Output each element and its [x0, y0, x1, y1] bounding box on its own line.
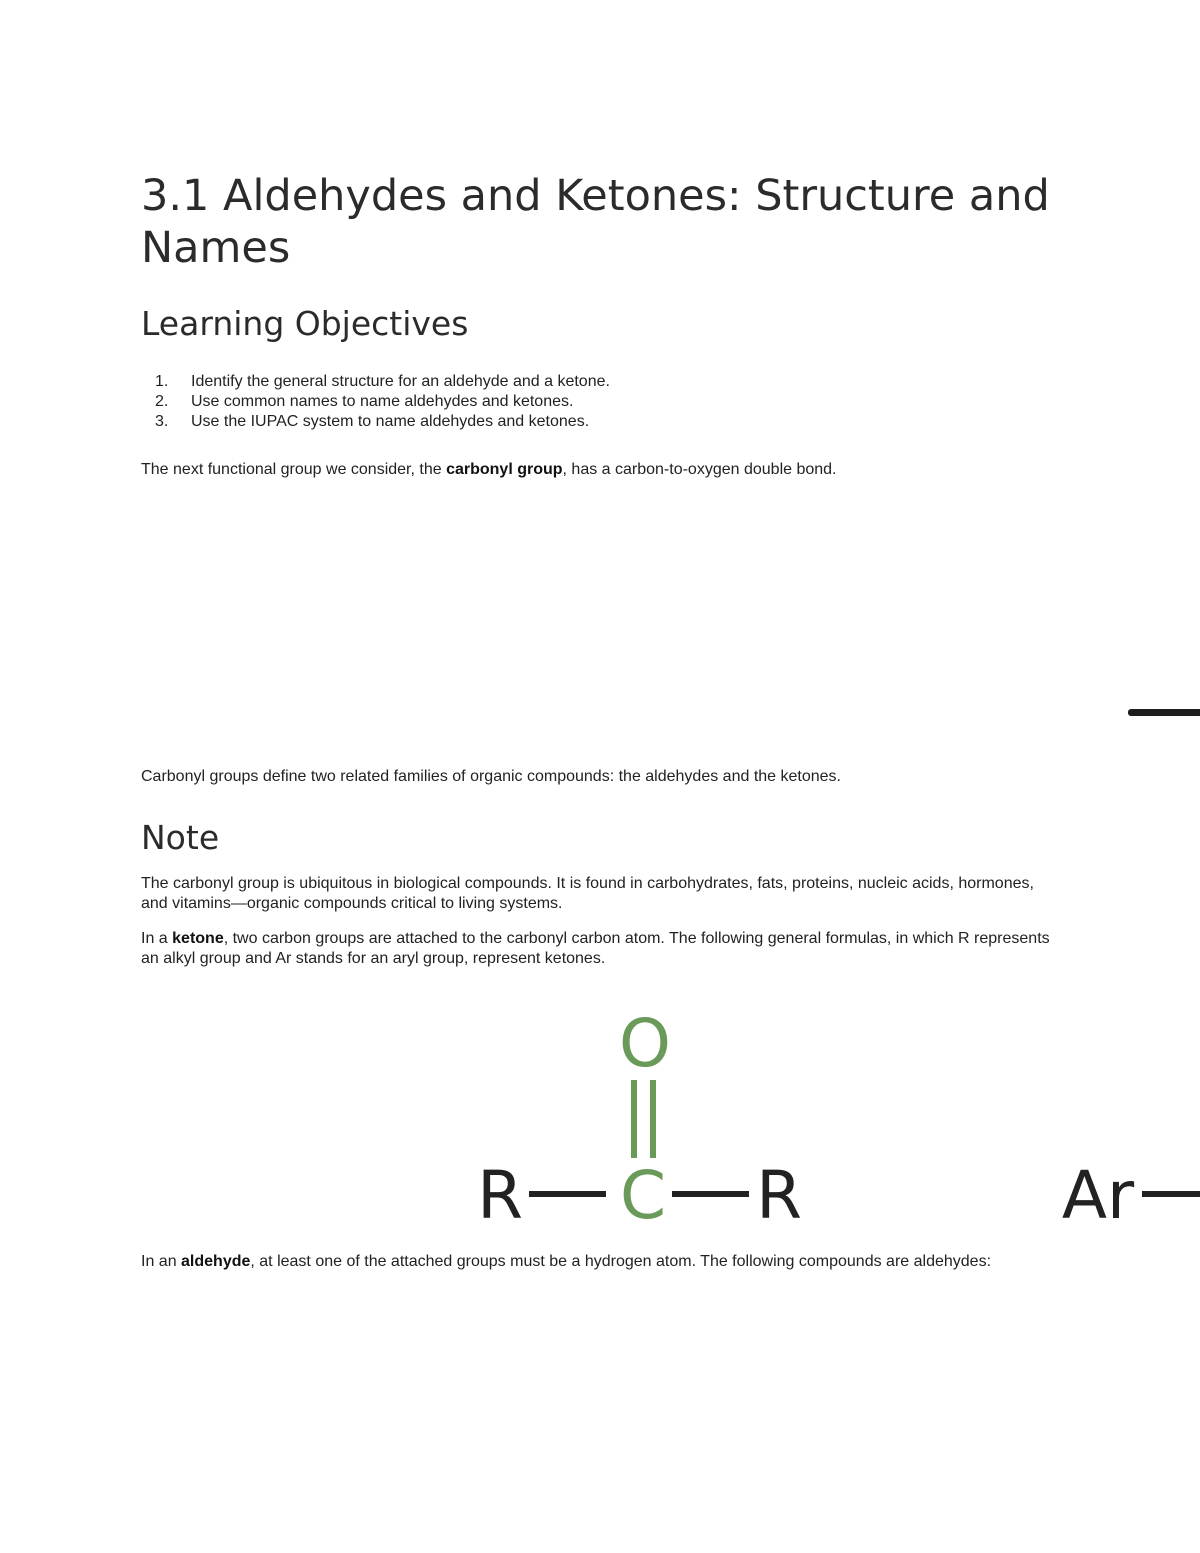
objectives-list — [141, 372, 610, 432]
intro-text-end: , has a carbon-to-oxygen double bond. — [562, 461, 837, 478]
page-title: 3.1 Aldehydes and Ketones: Structure and Names — [141, 171, 1050, 273]
carbonyl-group-term: carbonyl group — [446, 461, 563, 478]
list-number: 1. — [155, 373, 169, 390]
aldehyde-paragraph — [141, 1252, 1061, 1272]
intro-text: The next functional group we consider, the — [141, 461, 447, 478]
families-paragraph: Carbonyl groups define two related families of organic compounds: the aldehydes and the ketones. — [141, 768, 841, 785]
list-item — [141, 392, 610, 412]
aldehyde-text: In an — [141, 1253, 182, 1270]
list-item-text: Use the IUPAC system to name aldehydes and ketones. — [191, 413, 590, 430]
aldehyde-text-end: , at least one of the attached groups must be a hydrogen atom. The following compounds are aldehydes: — [250, 1253, 992, 1270]
list-item — [141, 372, 610, 392]
oxygen-atom: O — [619, 1005, 671, 1082]
carbonyl-carbon-atom: C — [619, 1157, 667, 1234]
clipped-bond-line — [1128, 709, 1200, 716]
ketone-text: In a — [141, 930, 173, 947]
aldehyde-term: aldehyde — [181, 1253, 251, 1270]
list-item-text: Identify the general structure for an aldehyde and a ketone. — [191, 373, 610, 390]
learning-objectives-heading: Learning Objectives — [141, 304, 469, 343]
ketone-term: ketone — [172, 930, 224, 947]
aryl-group: Ar — [1061, 1157, 1135, 1234]
ketone-text-end: , two carbon groups are attached to the carbonyl carbon atom. The following general formulas, in which R represents an alkyl group and Ar stands for an aryl group, represent ketones. — [141, 930, 1050, 967]
intro-paragraph — [141, 460, 1061, 480]
ketone-paragraph — [141, 929, 1061, 969]
list-number: 3. — [155, 413, 169, 430]
left-r-group: R — [477, 1157, 523, 1234]
right-r-group: R — [756, 1157, 802, 1234]
note-heading: Note — [141, 818, 220, 857]
ketone-general-formula — [0, 1000, 1200, 1240]
note-paragraph: The carbonyl group is ubiquitous in biological compounds. It is found in carbohydrates, fats, proteins, nucleic acids, hormones, and vitamins—organic compounds critical to living systems. — [141, 875, 1034, 912]
list-item-text: Use common names to name aldehydes and ketones. — [191, 393, 574, 410]
list-number: 2. — [155, 393, 169, 410]
list-item — [141, 412, 610, 432]
